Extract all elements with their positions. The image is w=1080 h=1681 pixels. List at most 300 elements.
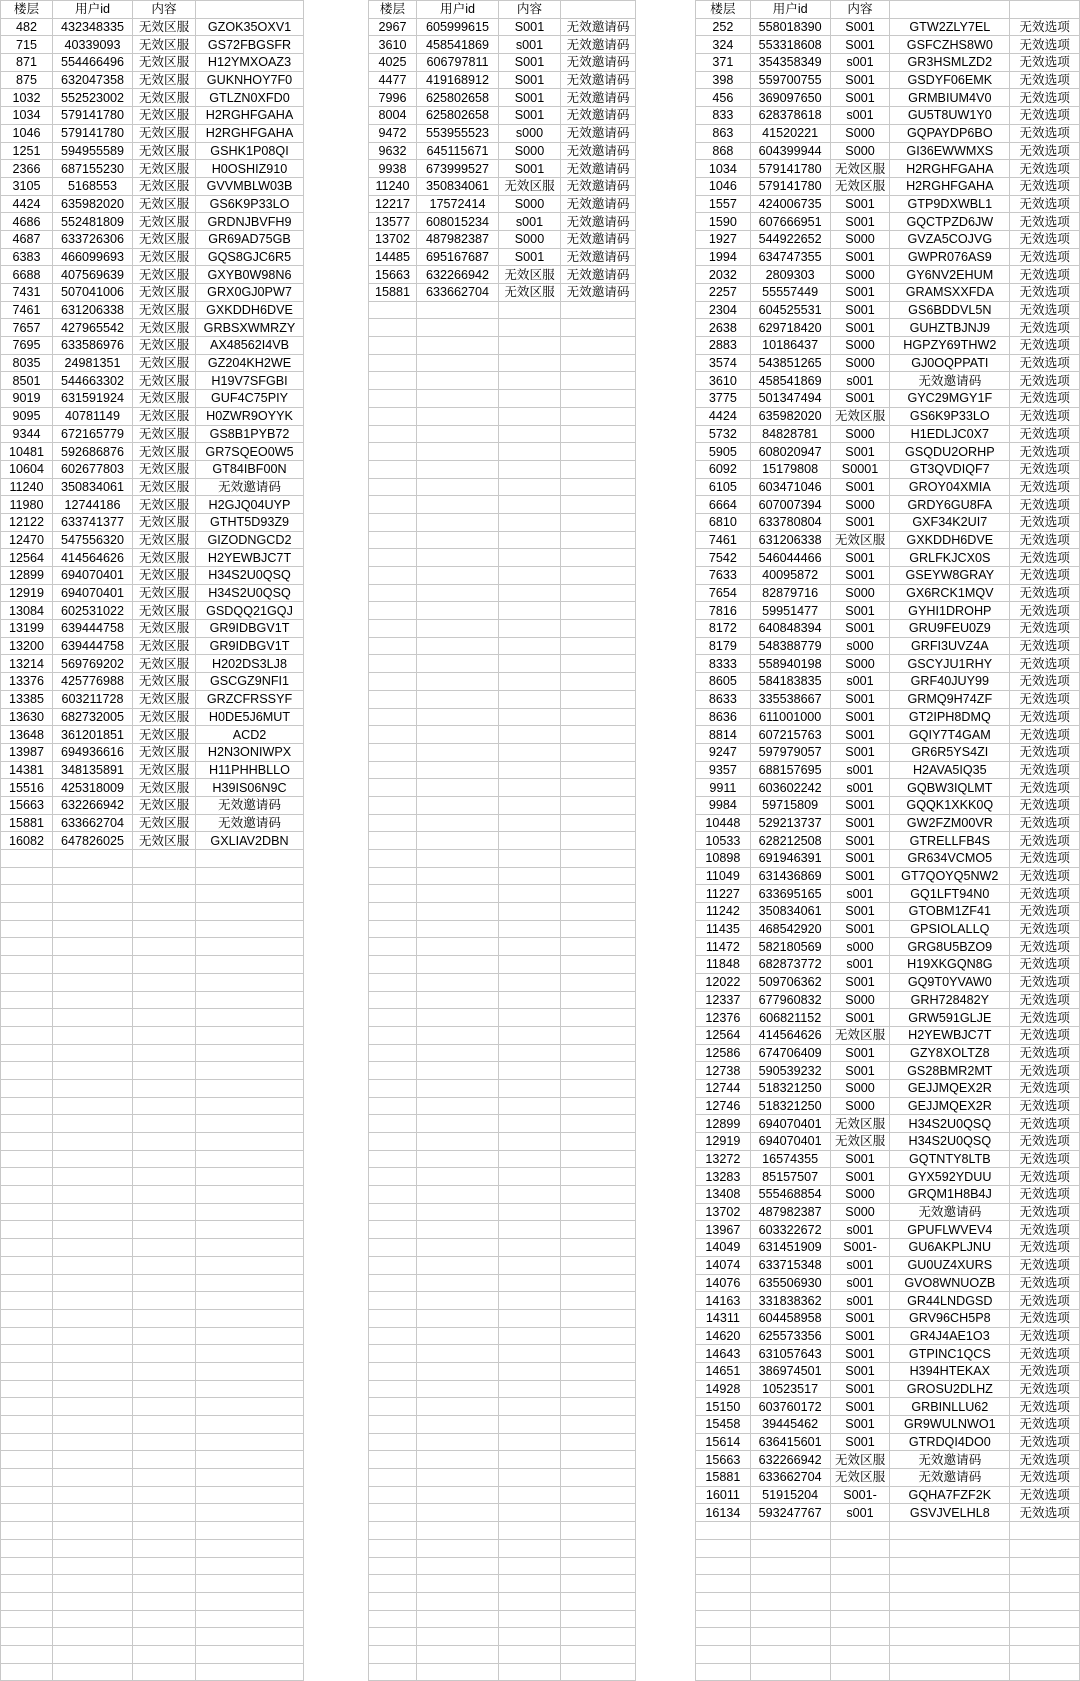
table-cell[interactable]: s001 bbox=[830, 54, 890, 72]
table-cell[interactable]: 544663302 bbox=[53, 372, 133, 390]
table-cell[interactable]: 582180569 bbox=[750, 938, 830, 956]
table-cell[interactable]: 569769202 bbox=[53, 655, 133, 673]
table-cell[interactable] bbox=[499, 1062, 561, 1080]
table-cell[interactable]: 无效区服 bbox=[133, 230, 196, 248]
table-cell[interactable]: 无效选项 bbox=[1010, 1150, 1080, 1168]
table-cell[interactable] bbox=[369, 372, 417, 390]
table-cell[interactable]: 12744186 bbox=[53, 496, 133, 514]
table-cell[interactable]: 7461 bbox=[1, 301, 53, 319]
table-cell[interactable] bbox=[133, 1433, 196, 1451]
table-cell[interactable] bbox=[133, 956, 196, 974]
table-cell[interactable]: 559700755 bbox=[750, 71, 830, 89]
table-cell[interactable]: 无效选项 bbox=[1010, 796, 1080, 814]
table-cell[interactable] bbox=[196, 903, 304, 921]
table-cell[interactable]: GR44LNDGSD bbox=[890, 1292, 1010, 1310]
table-cell[interactable] bbox=[417, 1133, 499, 1151]
table-cell[interactable]: 无效选项 bbox=[1010, 620, 1080, 638]
table-cell[interactable]: 无效选项 bbox=[1010, 1345, 1080, 1363]
table-cell[interactable] bbox=[561, 1628, 636, 1646]
table-cell[interactable]: 14311 bbox=[696, 1309, 751, 1327]
table-cell[interactable]: GR9WULNWO1 bbox=[890, 1416, 1010, 1434]
table-cell[interactable]: 11435 bbox=[696, 920, 751, 938]
table-cell[interactable]: 625802658 bbox=[417, 107, 499, 125]
table-cell[interactable]: 3574 bbox=[696, 354, 751, 372]
table-cell[interactable]: 555468854 bbox=[750, 1186, 830, 1204]
table-cell[interactable]: 无效选项 bbox=[1010, 726, 1080, 744]
table-cell[interactable] bbox=[561, 1026, 636, 1044]
table-cell[interactable]: GPSIOLALLQ bbox=[890, 920, 1010, 938]
table-cell[interactable] bbox=[369, 301, 417, 319]
table-cell[interactable] bbox=[53, 1327, 133, 1345]
table-cell[interactable] bbox=[417, 1150, 499, 1168]
table-cell[interactable]: 无效区服 bbox=[133, 354, 196, 372]
table-cell[interactable]: 6383 bbox=[1, 248, 53, 266]
table-cell[interactable] bbox=[196, 1557, 304, 1575]
table-cell[interactable]: 无效选项 bbox=[1010, 248, 1080, 266]
table-cell[interactable] bbox=[417, 1433, 499, 1451]
table-cell[interactable] bbox=[1, 1168, 53, 1186]
table-cell[interactable] bbox=[369, 673, 417, 691]
table-cell[interactable]: H39IS06N9C bbox=[196, 779, 304, 797]
table-cell[interactable]: 632266942 bbox=[750, 1451, 830, 1469]
table-cell[interactable]: 无效选项 bbox=[1010, 1079, 1080, 1097]
table-cell[interactable]: S001 bbox=[830, 743, 890, 761]
table-cell[interactable]: 1557 bbox=[696, 195, 751, 213]
table-cell[interactable] bbox=[1, 1062, 53, 1080]
table-cell[interactable] bbox=[196, 850, 304, 868]
table-cell[interactable]: 14928 bbox=[696, 1380, 751, 1398]
table-cell[interactable] bbox=[499, 496, 561, 514]
table-cell[interactable]: S000 bbox=[830, 1097, 890, 1115]
table-cell[interactable]: 14485 bbox=[369, 248, 417, 266]
table-cell[interactable]: 12919 bbox=[1, 584, 53, 602]
table-cell[interactable]: 无效选项 bbox=[1010, 531, 1080, 549]
table-cell[interactable]: 11980 bbox=[1, 496, 53, 514]
table-cell[interactable]: S001 bbox=[830, 867, 890, 885]
table-cell[interactable]: GQIY7T4GAM bbox=[890, 726, 1010, 744]
table-cell[interactable]: 无效选项 bbox=[1010, 195, 1080, 213]
table-cell[interactable]: 无效区服 bbox=[133, 655, 196, 673]
table-cell[interactable] bbox=[133, 1398, 196, 1416]
table-cell[interactable]: S001 bbox=[830, 1345, 890, 1363]
table-cell[interactable] bbox=[369, 1221, 417, 1239]
table-cell[interactable]: H2RGHFGAHA bbox=[890, 177, 1010, 195]
table-cell[interactable]: 348135891 bbox=[53, 761, 133, 779]
table-cell[interactable] bbox=[53, 1009, 133, 1027]
table-cell[interactable]: 603760172 bbox=[750, 1398, 830, 1416]
table-cell[interactable]: 529213737 bbox=[750, 814, 830, 832]
table-cell[interactable]: 12899 bbox=[1, 567, 53, 585]
table-cell[interactable]: S001 bbox=[830, 195, 890, 213]
table-cell[interactable]: 1034 bbox=[1, 107, 53, 125]
table-cell[interactable]: S000 bbox=[830, 337, 890, 355]
table-cell[interactable]: 无效选项 bbox=[1010, 850, 1080, 868]
table-cell[interactable]: S001 bbox=[830, 1433, 890, 1451]
table-cell[interactable] bbox=[369, 1592, 417, 1610]
table-cell[interactable] bbox=[499, 478, 561, 496]
table-cell[interactable]: 6105 bbox=[696, 478, 751, 496]
table-cell[interactable] bbox=[53, 1486, 133, 1504]
table-cell[interactable] bbox=[561, 1663, 636, 1681]
table-cell[interactable]: 694070401 bbox=[750, 1115, 830, 1133]
table-cell[interactable]: 无效区服 bbox=[830, 1451, 890, 1469]
table-cell[interactable]: s001 bbox=[499, 213, 561, 231]
header-cell[interactable]: 楼层 bbox=[1, 1, 53, 19]
table-cell[interactable]: S001 bbox=[499, 248, 561, 266]
table-cell[interactable]: 无效选项 bbox=[1010, 938, 1080, 956]
table-cell[interactable] bbox=[499, 1292, 561, 1310]
table-cell[interactable] bbox=[561, 1256, 636, 1274]
table-cell[interactable] bbox=[561, 1592, 636, 1610]
table-cell[interactable]: S001 bbox=[830, 726, 890, 744]
table-cell[interactable]: GSCYJU1RHY bbox=[890, 655, 1010, 673]
table-cell[interactable] bbox=[499, 1150, 561, 1168]
table-cell[interactable]: 无效选项 bbox=[1010, 1309, 1080, 1327]
table-cell[interactable] bbox=[196, 1256, 304, 1274]
table-cell[interactable]: 无效选项 bbox=[1010, 319, 1080, 337]
table-cell[interactable] bbox=[1010, 1575, 1080, 1593]
table-cell[interactable]: 633695165 bbox=[750, 885, 830, 903]
table-cell[interactable]: 无效选项 bbox=[1010, 1115, 1080, 1133]
table-cell[interactable]: GQQK1XKK0Q bbox=[890, 796, 1010, 814]
table-cell[interactable] bbox=[133, 1274, 196, 1292]
table-cell[interactable] bbox=[369, 903, 417, 921]
table-cell[interactable] bbox=[196, 1292, 304, 1310]
table-cell[interactable]: 无效邀请码 bbox=[561, 18, 636, 36]
table-cell[interactable] bbox=[1, 1628, 53, 1646]
table-cell[interactable] bbox=[53, 1592, 133, 1610]
table-cell[interactable]: 13272 bbox=[696, 1150, 751, 1168]
table-cell[interactable]: 639444758 bbox=[53, 620, 133, 638]
table-cell[interactable] bbox=[561, 690, 636, 708]
table-cell[interactable] bbox=[750, 1522, 830, 1540]
table-cell[interactable] bbox=[417, 1539, 499, 1557]
table-cell[interactable]: 639444758 bbox=[53, 637, 133, 655]
table-cell[interactable]: 无效区服 bbox=[133, 390, 196, 408]
table-cell[interactable] bbox=[133, 1663, 196, 1681]
table-cell[interactable] bbox=[369, 637, 417, 655]
table-cell[interactable] bbox=[561, 726, 636, 744]
table-cell[interactable]: GRH728482Y bbox=[890, 991, 1010, 1009]
table-cell[interactable] bbox=[369, 1451, 417, 1469]
table-cell[interactable]: 无效选项 bbox=[1010, 903, 1080, 921]
table-cell[interactable]: S000 bbox=[830, 1079, 890, 1097]
table-cell[interactable]: 350834061 bbox=[53, 478, 133, 496]
table-cell[interactable]: H394HTEKAX bbox=[890, 1362, 1010, 1380]
table-cell[interactable]: 3105 bbox=[1, 177, 53, 195]
table-cell[interactable]: 无效选项 bbox=[1010, 832, 1080, 850]
table-cell[interactable]: S001 bbox=[830, 1309, 890, 1327]
table-cell[interactable] bbox=[561, 796, 636, 814]
table-cell[interactable]: GSCGZ9NFI1 bbox=[196, 673, 304, 691]
table-cell[interactable]: GTRELLFB4S bbox=[890, 832, 1010, 850]
table-cell[interactable] bbox=[561, 1522, 636, 1540]
table-cell[interactable]: 无效邀请码 bbox=[561, 230, 636, 248]
table-cell[interactable]: 543851265 bbox=[750, 354, 830, 372]
table-cell[interactable] bbox=[417, 1575, 499, 1593]
table-cell[interactable] bbox=[417, 708, 499, 726]
table-cell[interactable]: 13408 bbox=[696, 1186, 751, 1204]
table-cell[interactable] bbox=[561, 301, 636, 319]
table-cell[interactable]: H2GJQ04UYP bbox=[196, 496, 304, 514]
table-cell[interactable]: 14076 bbox=[696, 1274, 751, 1292]
table-cell[interactable] bbox=[1, 1115, 53, 1133]
table-cell[interactable]: 无效邀请码 bbox=[890, 372, 1010, 390]
table-cell[interactable]: 无效区服 bbox=[133, 142, 196, 160]
table-cell[interactable] bbox=[369, 549, 417, 567]
table-cell[interactable] bbox=[133, 973, 196, 991]
table-cell[interactable]: H0OSHIZ910 bbox=[196, 160, 304, 178]
table-cell[interactable] bbox=[830, 1592, 890, 1610]
table-cell[interactable]: S001 bbox=[830, 620, 890, 638]
table-cell[interactable] bbox=[53, 1380, 133, 1398]
table-cell[interactable]: 无效选项 bbox=[1010, 513, 1080, 531]
table-cell[interactable]: GT2IPH8DMQ bbox=[890, 708, 1010, 726]
table-cell[interactable] bbox=[1, 991, 53, 1009]
table-cell[interactable] bbox=[53, 1115, 133, 1133]
table-cell[interactable]: H2AVA5IQ35 bbox=[890, 761, 1010, 779]
table-cell[interactable]: 369097650 bbox=[750, 89, 830, 107]
table-cell[interactable]: 15614 bbox=[696, 1433, 751, 1451]
table-cell[interactable]: GRX0GJ0PW7 bbox=[196, 284, 304, 302]
table-cell[interactable]: S001 bbox=[830, 903, 890, 921]
table-cell[interactable] bbox=[499, 1274, 561, 1292]
table-cell[interactable] bbox=[561, 903, 636, 921]
table-cell[interactable] bbox=[133, 1557, 196, 1575]
table-cell[interactable]: GI36EWWMXS bbox=[890, 142, 1010, 160]
table-cell[interactable]: 无效区服 bbox=[133, 89, 196, 107]
table-cell[interactable]: GR9IDBGV1T bbox=[196, 637, 304, 655]
table-cell[interactable] bbox=[561, 1610, 636, 1628]
table-cell[interactable] bbox=[417, 1469, 499, 1487]
table-cell[interactable]: GSDYF06EMK bbox=[890, 71, 1010, 89]
table-cell[interactable]: 无效区服 bbox=[133, 407, 196, 425]
table-cell[interactable]: s000 bbox=[499, 124, 561, 142]
table-cell[interactable] bbox=[133, 1610, 196, 1628]
table-cell[interactable] bbox=[53, 885, 133, 903]
table-cell[interactable]: 无效选项 bbox=[1010, 1026, 1080, 1044]
table-cell[interactable] bbox=[561, 1079, 636, 1097]
table-cell[interactable] bbox=[369, 832, 417, 850]
table-cell[interactable]: 647826025 bbox=[53, 832, 133, 850]
table-cell[interactable] bbox=[53, 991, 133, 1009]
table-cell[interactable] bbox=[417, 425, 499, 443]
table-cell[interactable]: 10481 bbox=[1, 443, 53, 461]
table-cell[interactable]: 8633 bbox=[696, 690, 751, 708]
table-cell[interactable] bbox=[196, 1380, 304, 1398]
table-cell[interactable]: 13630 bbox=[1, 708, 53, 726]
table-cell[interactable] bbox=[1, 1186, 53, 1204]
table-cell[interactable]: 无效选项 bbox=[1010, 301, 1080, 319]
table-cell[interactable] bbox=[499, 602, 561, 620]
table-cell[interactable]: 无效选项 bbox=[1010, 673, 1080, 691]
table-cell[interactable]: 631436869 bbox=[750, 867, 830, 885]
table-cell[interactable]: 608015234 bbox=[417, 213, 499, 231]
table-cell[interactable]: 636415601 bbox=[750, 1433, 830, 1451]
table-cell[interactable] bbox=[369, 761, 417, 779]
table-cell[interactable]: S001 bbox=[830, 567, 890, 585]
table-cell[interactable]: 无效区服 bbox=[133, 513, 196, 531]
table-cell[interactable] bbox=[499, 301, 561, 319]
table-cell[interactable]: 无效区服 bbox=[830, 407, 890, 425]
table-cell[interactable] bbox=[499, 743, 561, 761]
table-cell[interactable]: 12470 bbox=[1, 531, 53, 549]
table-cell[interactable]: GRMQ9H74ZF bbox=[890, 690, 1010, 708]
table-cell[interactable]: 9938 bbox=[369, 160, 417, 178]
table-cell[interactable]: 无效选项 bbox=[1010, 1504, 1080, 1522]
table-cell[interactable]: 无效区服 bbox=[133, 531, 196, 549]
table-cell[interactable] bbox=[417, 584, 499, 602]
table-cell[interactable] bbox=[561, 673, 636, 691]
table-cell[interactable]: 15881 bbox=[696, 1469, 751, 1487]
table-cell[interactable] bbox=[499, 779, 561, 797]
table-cell[interactable] bbox=[499, 1663, 561, 1681]
table-cell[interactable]: S001 bbox=[830, 690, 890, 708]
table-cell[interactable]: 无效选项 bbox=[1010, 460, 1080, 478]
table-cell[interactable]: 635982020 bbox=[53, 195, 133, 213]
table-cell[interactable]: 无效选项 bbox=[1010, 1486, 1080, 1504]
table-cell[interactable] bbox=[133, 1345, 196, 1363]
table-cell[interactable] bbox=[499, 814, 561, 832]
table-cell[interactable] bbox=[561, 620, 636, 638]
table-cell[interactable]: H0DE5J6MUT bbox=[196, 708, 304, 726]
table-cell[interactable]: 无效区服 bbox=[133, 602, 196, 620]
table-cell[interactable] bbox=[499, 991, 561, 1009]
table-cell[interactable] bbox=[196, 1345, 304, 1363]
table-cell[interactable]: 605999615 bbox=[417, 18, 499, 36]
table-cell[interactable] bbox=[196, 885, 304, 903]
table-cell[interactable] bbox=[499, 956, 561, 974]
table-cell[interactable]: 无效选项 bbox=[1010, 1062, 1080, 1080]
table-cell[interactable]: S001 bbox=[830, 478, 890, 496]
table-cell[interactable] bbox=[1, 1433, 53, 1451]
table-cell[interactable]: 350834061 bbox=[417, 177, 499, 195]
table-cell[interactable] bbox=[417, 1398, 499, 1416]
table-cell[interactable] bbox=[369, 956, 417, 974]
table-cell[interactable] bbox=[499, 1610, 561, 1628]
table-cell[interactable]: 687155230 bbox=[53, 160, 133, 178]
table-cell[interactable]: 无效区服 bbox=[133, 496, 196, 514]
table-cell[interactable]: 无效区服 bbox=[133, 690, 196, 708]
table-cell[interactable]: 7657 bbox=[1, 319, 53, 337]
table-cell[interactable] bbox=[499, 567, 561, 585]
table-cell[interactable]: S001 bbox=[830, 708, 890, 726]
table-cell[interactable] bbox=[890, 1522, 1010, 1540]
table-cell[interactable] bbox=[369, 1469, 417, 1487]
table-cell[interactable] bbox=[369, 407, 417, 425]
table-cell[interactable] bbox=[499, 1203, 561, 1221]
table-cell[interactable]: 9632 bbox=[369, 142, 417, 160]
table-cell[interactable] bbox=[369, 867, 417, 885]
table-cell[interactable]: s000 bbox=[830, 637, 890, 655]
table-cell[interactable]: 682873772 bbox=[750, 956, 830, 974]
table-cell[interactable]: 633586976 bbox=[53, 337, 133, 355]
table-cell[interactable]: 无效邀请码 bbox=[890, 1469, 1010, 1487]
table-cell[interactable] bbox=[750, 1575, 830, 1593]
table-cell[interactable]: S001 bbox=[830, 36, 890, 54]
table-cell[interactable] bbox=[1, 973, 53, 991]
table-cell[interactable]: H11PHHBLLO bbox=[196, 761, 304, 779]
table-cell[interactable] bbox=[561, 460, 636, 478]
table-cell[interactable] bbox=[561, 354, 636, 372]
table-cell[interactable]: S001 bbox=[499, 89, 561, 107]
table-cell[interactable] bbox=[1, 1557, 53, 1575]
table-cell[interactable] bbox=[499, 1097, 561, 1115]
table-cell[interactable] bbox=[561, 1150, 636, 1168]
table-cell[interactable]: 4477 bbox=[369, 71, 417, 89]
table-cell[interactable]: 863 bbox=[696, 124, 751, 142]
table-cell[interactable]: S000 bbox=[830, 124, 890, 142]
table-cell[interactable] bbox=[499, 1026, 561, 1044]
table-cell[interactable]: 625802658 bbox=[417, 89, 499, 107]
table-cell[interactable]: 无效区服 bbox=[133, 443, 196, 461]
table-cell[interactable]: 无效邀请码 bbox=[561, 54, 636, 72]
table-cell[interactable] bbox=[369, 1610, 417, 1628]
table-cell[interactable]: S001 bbox=[499, 160, 561, 178]
table-cell[interactable]: GS6K9P33LO bbox=[196, 195, 304, 213]
table-cell[interactable] bbox=[830, 1575, 890, 1593]
table-cell[interactable]: 419168912 bbox=[417, 71, 499, 89]
table-cell[interactable]: 2304 bbox=[696, 301, 751, 319]
header-cell[interactable] bbox=[1010, 1, 1080, 19]
header-cell[interactable]: 用户id bbox=[53, 1, 133, 19]
table-cell[interactable] bbox=[417, 1009, 499, 1027]
table-cell[interactable]: 无效区服 bbox=[133, 726, 196, 744]
table-cell[interactable]: 4687 bbox=[1, 230, 53, 248]
table-cell[interactable] bbox=[133, 920, 196, 938]
table-cell[interactable]: 1034 bbox=[696, 160, 751, 178]
table-cell[interactable]: 85157507 bbox=[750, 1168, 830, 1186]
table-cell[interactable] bbox=[750, 1663, 830, 1681]
table-cell[interactable]: GS8B1PYB72 bbox=[196, 425, 304, 443]
table-cell[interactable] bbox=[53, 1292, 133, 1310]
table-cell[interactable]: 无效选项 bbox=[1010, 1362, 1080, 1380]
table-cell[interactable] bbox=[561, 779, 636, 797]
table-cell[interactable] bbox=[53, 1309, 133, 1327]
table-cell[interactable] bbox=[133, 1539, 196, 1557]
table-cell[interactable]: S001 bbox=[830, 513, 890, 531]
table-cell[interactable]: 无效选项 bbox=[1010, 1433, 1080, 1451]
table-cell[interactable]: 12744 bbox=[696, 1079, 751, 1097]
table-cell[interactable]: S001 bbox=[830, 602, 890, 620]
table-cell[interactable] bbox=[561, 708, 636, 726]
table-cell[interactable]: GUKNHOY7F0 bbox=[196, 71, 304, 89]
table-cell[interactable]: 无效区服 bbox=[133, 372, 196, 390]
table-cell[interactable]: GQBW3IQLMT bbox=[890, 779, 1010, 797]
table-cell[interactable] bbox=[133, 1256, 196, 1274]
table-cell[interactable] bbox=[696, 1610, 751, 1628]
table-cell[interactable] bbox=[53, 1239, 133, 1257]
table-cell[interactable]: S001 bbox=[830, 1150, 890, 1168]
table-cell[interactable]: 2809303 bbox=[750, 266, 830, 284]
table-cell[interactable]: 4686 bbox=[1, 213, 53, 231]
table-cell[interactable] bbox=[830, 1663, 890, 1681]
table-cell[interactable]: 无效邀请码 bbox=[890, 1203, 1010, 1221]
table-cell[interactable] bbox=[369, 1416, 417, 1434]
table-cell[interactable] bbox=[561, 1575, 636, 1593]
table-cell[interactable]: 456 bbox=[696, 89, 751, 107]
table-cell[interactable] bbox=[196, 1628, 304, 1646]
table-cell[interactable]: s001 bbox=[830, 1274, 890, 1292]
table-cell[interactable] bbox=[196, 1079, 304, 1097]
table-cell[interactable]: 1032 bbox=[1, 89, 53, 107]
table-cell[interactable]: GVVMBLW03B bbox=[196, 177, 304, 195]
table-cell[interactable]: 425318009 bbox=[53, 779, 133, 797]
table-cell[interactable]: 607215763 bbox=[750, 726, 830, 744]
table-cell[interactable] bbox=[369, 1575, 417, 1593]
table-cell[interactable] bbox=[696, 1592, 751, 1610]
table-cell[interactable]: GTOBM1ZF41 bbox=[890, 903, 1010, 921]
